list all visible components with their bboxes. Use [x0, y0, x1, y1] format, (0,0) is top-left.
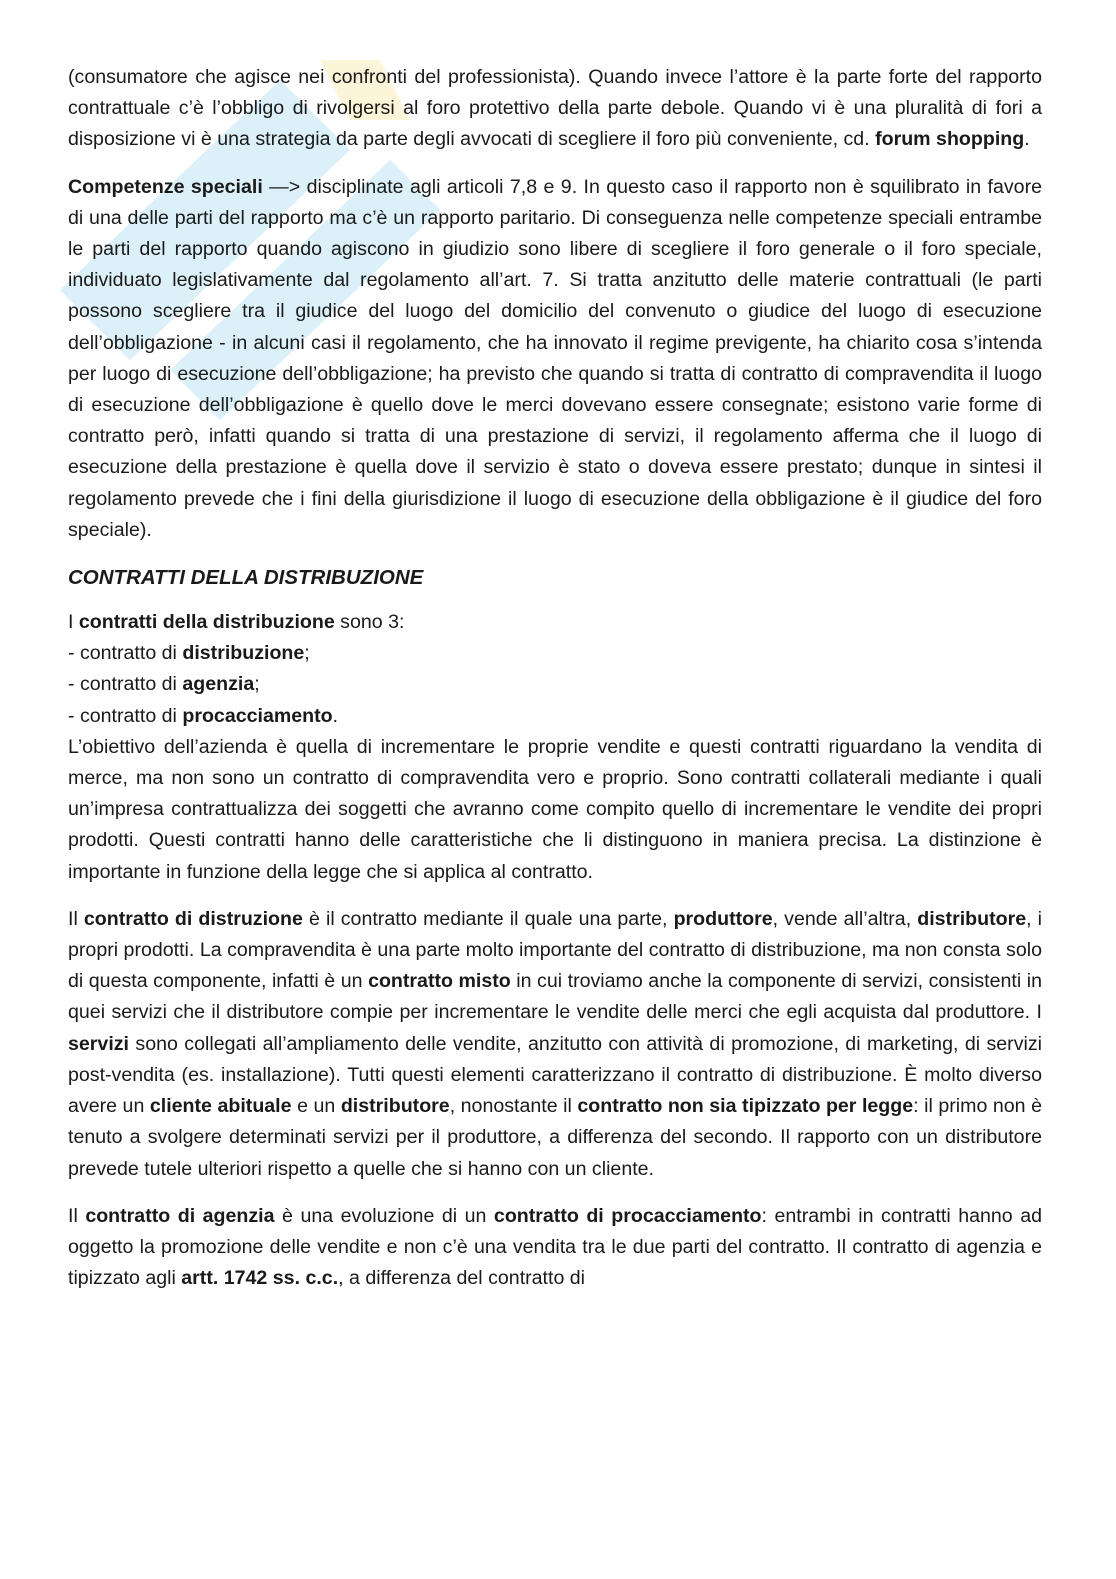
- term-forum-shopping: forum shopping: [875, 128, 1025, 151]
- intro-line: I contratti della distribuzione sono 3:: [68, 611, 405, 634]
- paragraph-contratto-agenzia: Il contratto di agenzia è una evoluzione di un contratto di procacciamento: entrambi in contratti hanno ad oggetto la promozione delle vendite e non c’è una vendita tra le due parti del contratto. Il contratto di agenzia e tipizzato agli artt. 1742 ss. c.c., a differenza del contratto di: [68, 1204, 1042, 1290]
- list-item-distribuzione: - contratto di distribuzione;: [68, 642, 310, 665]
- paragraph-competenze-speciali: Competenze speciali —> disciplinate agli articoli 7,8 e 9. In questo caso il rapporto non è squilibrato in favore di una delle parti del rapporto ma c’è un rapporto paritario. Di conseguenza nelle competenze speciali entrambe le parti del rapporto quando agiscono in giudizio sono libere di scegliere il foro generale o il foro speciale, individuato legislativamente dal regolamento all’art. 7. Si tratta anzitutto delle materie contrattuali (le parti possono scegliere tra il giudice del luogo del domicilio del convenuto o giudice del luogo di esecuzione dell’obbligazione - in alcuni casi il regolamento, che ha innovato il regime previgente, ha chiarito cosa s’intenda per luogo di esecuzione dell’obbligazione; ha previsto che quando si tratta di contratto di compravendita il luogo di esecuzione dell’obbligazione è quello dove le merci dovevano essere consegnate; esistono varie forme di contratto però, infatti quando si tratta di una prestazione di servizi, il regolamento afferma che il luogo di esecuzione della prestazione è quella dove il servizio è stato o doveva essere prestato; dunque in sintesi il regolamento prevede che i fini della giurisdizione il luogo di esecuzione della obbligazione è il giudice del foro speciale).: [68, 175, 1042, 541]
- list-item-agenzia: - contratto di agenzia;: [68, 673, 260, 696]
- document-page: [68, 62, 1042, 1294]
- paragraph-forum-shopping: (consumatore che agisce nei confronti del professionista). Quando invece l’attore è la parte forte del rapporto contrattuale c’è l’obbligo di rivolgersi al foro protettivo della parte debole. Quando vi è una pluralità di fori a disposizione vi è una strategia da parte degli avvocati di scegliere il foro più conveniente, cd. forum shopping.: [68, 66, 1042, 151]
- term-competenze-speciali: Competenze speciali: [68, 175, 263, 198]
- list-item-procacciamento: - contratto di procacciamento.: [68, 704, 339, 727]
- section-heading: CONTRATTI DELLA DISTRIBUZIONE: [68, 566, 424, 590]
- paragraph-obiettivo: L’obiettivo dell’azienda è quella di incrementare le proprie vendite e questi contratti riguardano la vendita di merce, ma non sono un contratto di compravendita vero e proprio. Sono contratti collaterali mediante i quali un’impresa contrattualizza dei soggetti che avranno come compito quello di incrementare le vendite dei propri prodotti. Questi contratti hanno delle caratteristiche che li distinguono in maniera precisa. La distinzione è importante in funzione della legge che si applica al contratto.: [68, 735, 1042, 883]
- paragraph-contratto-distribuzione: Il contratto di distruzione è il contratto mediante il quale una parte, produttore, vende all’altra, distributore, i propri prodotti. La compravendita è una parte molto importante del contratto di distribuzione, ma non consta solo di questa componente, infatti è un contratto misto in cui troviamo anche la componente di servizi, consistenti in quei servizi che il distributore compie per incrementare le vendite delle merci che egli acquista dal produttore. I servizi sono collegati all’ampliamento delle vendite, anzitutto con attività di promozione, di marketing, di servizi post-vendita (es. installazione). Tutti questi elementi caratterizzano il contratto di distribuzione. È molto diverso avere un cliente abituale e un distributore, nonostante il contratto non sia tipizzato per legge: il primo non è tenuto a svolgere determinati servizi per il produttore, a differenza del secondo. Il rapporto con un distributore prevede tutele ulteriori rispetto a quelle che si hanno con un cliente.: [68, 907, 1042, 1180]
